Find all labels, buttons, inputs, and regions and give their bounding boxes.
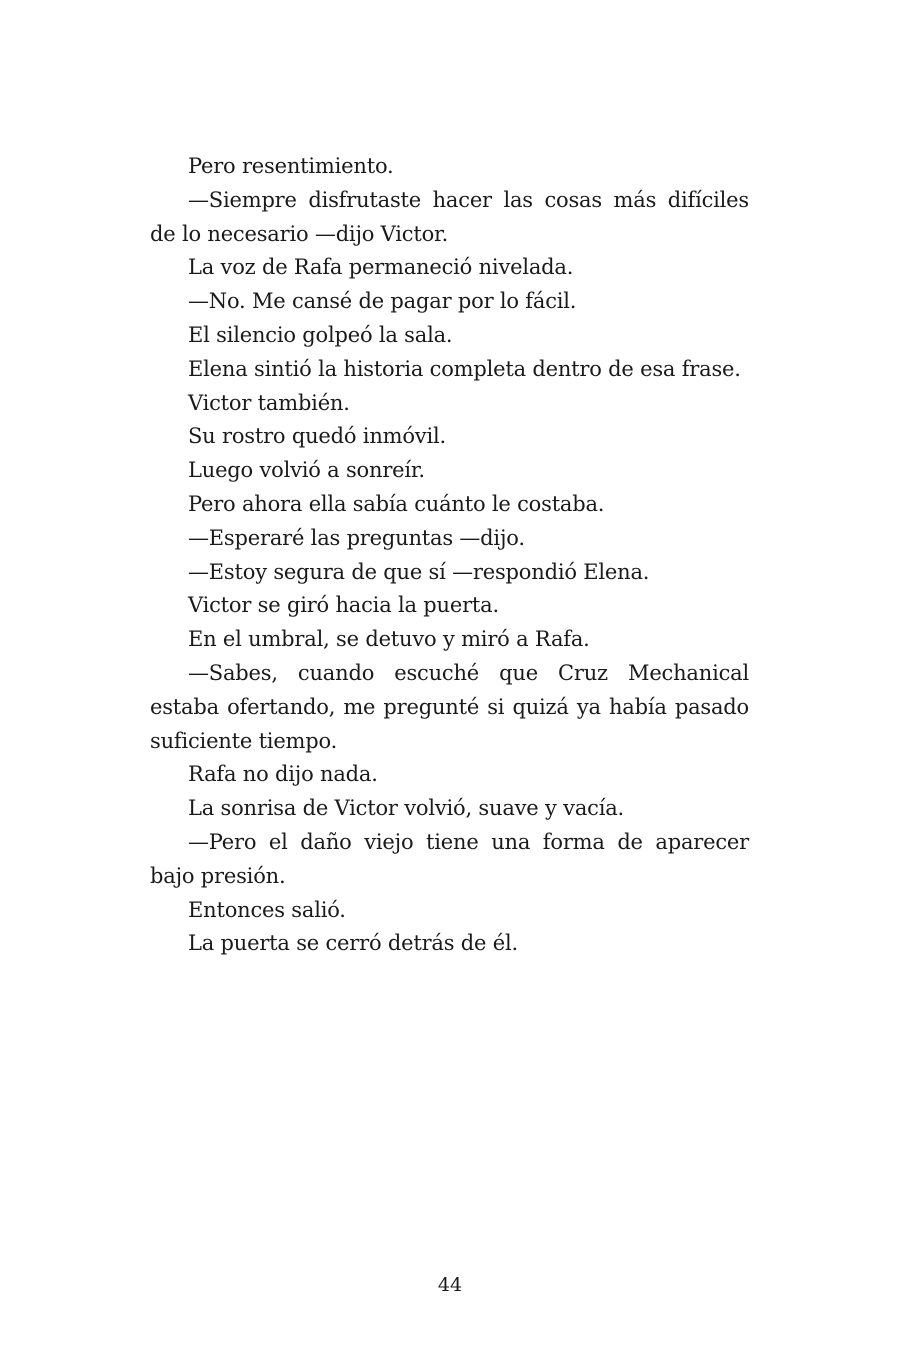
page-number: 44 <box>437 1274 463 1296</box>
paragraph: Pero ahora ella sabía cuánto le costaba. <box>188 491 605 516</box>
paragraph: Victor también. <box>188 390 350 415</box>
paragraph: Luego volvió a sonreír. <box>188 458 425 483</box>
paragraph: En el umbral, se detuvo y miró a Rafa. <box>188 627 590 652</box>
paragraph: Pero resentimiento. <box>188 154 394 178</box>
paragraph: Entonces salió. <box>188 897 346 922</box>
paragraph: Elena sintió la historia completa dentro de esa frase. <box>188 356 741 381</box>
paragraph: Victor se giró hacia la puerta. <box>188 593 499 618</box>
paragraph: La puerta se cerró detrás de él. <box>188 931 518 956</box>
paragraph: —Siempre disfrutaste hacer las cosas más difíciles de lo necesario —dijo Victor. <box>150 187 749 246</box>
paragraph: —Esperaré las preguntas —dijo. <box>188 525 525 550</box>
paragraph: La voz de Rafa permaneció nivelada. <box>188 255 574 280</box>
paragraph: La sonrisa de Victor volvió, suave y vacía. <box>188 796 625 821</box>
paragraph: —No. Me cansé de pagar por lo fácil. <box>188 289 577 314</box>
paragraph: —Pero el daño viejo tiene una forma de aparecer bajo presión. <box>150 829 749 888</box>
paragraph: Rafa no dijo nada. <box>188 762 378 787</box>
page-body <box>150 150 749 961</box>
paragraph: Su rostro quedó inmóvil. <box>188 424 446 449</box>
paragraph: —Sabes, cuando escuché que Cruz Mechanical estaba ofertando, me pregunté si quizá ya había pasado suficiente tiempo. <box>150 660 749 753</box>
paragraph: El silencio golpeó la sala. <box>188 322 453 347</box>
paragraph: —Estoy segura de que sí —respondió Elena. <box>188 559 650 584</box>
